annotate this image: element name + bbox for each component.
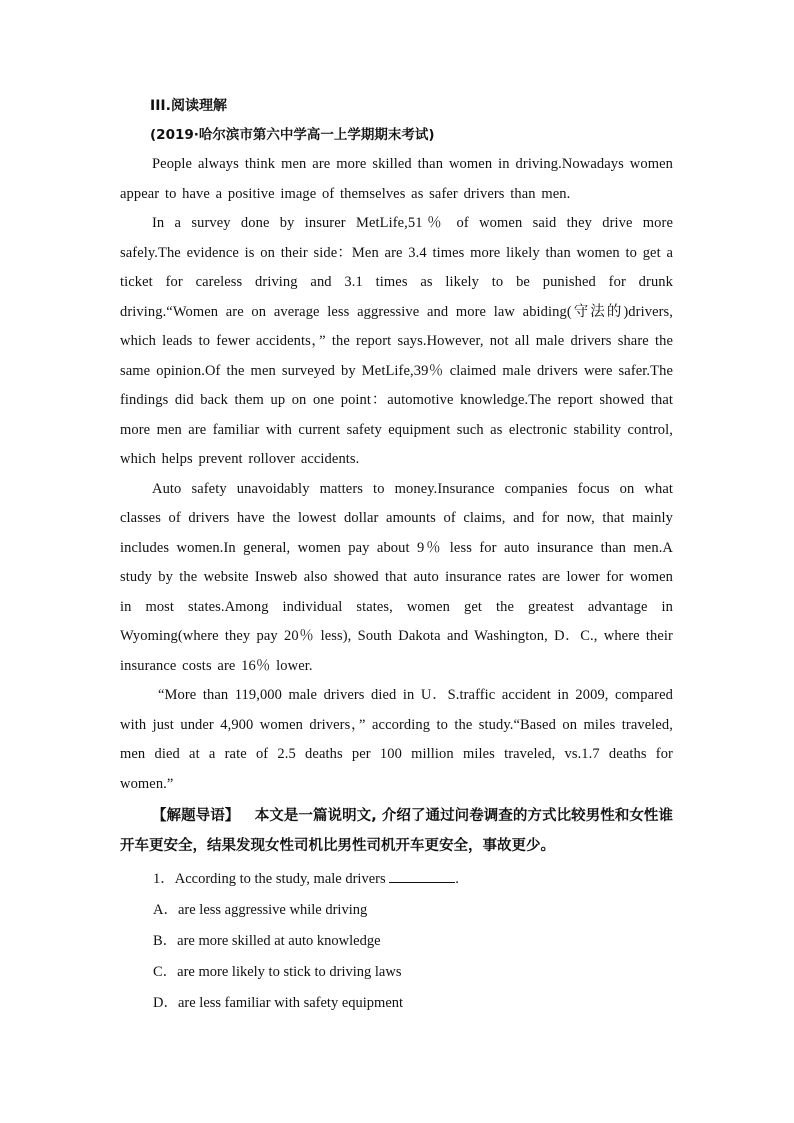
guide-label: 【解题导语】 <box>152 808 240 824</box>
passage-paragraph-1: People always think men are more skilled than women in driving.Nowadays women appear to have a positive image of themselves as safer drivers than men. <box>120 156 673 202</box>
passage-paragraph-3: Auto safety unavoidably matters to money.Insurance companies focus on what classes of drivers have the lowest dollar amounts of claims, and for now, that mainly includes women.In general, women pay about 9％ less for auto insurance than men.A study by the website Insweb also showed that auto insurance rates are lower for women in most states.Among individual states, women get the greatest advantage in Wyoming(where they pay 20％ less), South Dakota and Washington, D．C., where their insurance costs are 16％ lower. <box>120 480 673 674</box>
passage-paragraph-4: “More than 119,000 male drivers died in U．S.traffic accident in 2009, compared with just under 4,900 women drivers，” according to the study.“Based on miles traveled, men died at a rate of 2.5 deaths per 100 million miles traveled, vs.1.7 deaths for women.” <box>120 687 673 792</box>
question-stem-text: 1．According to the study, male drivers <box>153 871 390 887</box>
reading-guide <box>120 801 673 861</box>
guide-text: 本文是一篇说明文, 介绍了通过问卷调查的方式比较男性和女性谁开车更安全，结果发现女性司机比男性司机开车更安全，事故更少。 <box>120 808 673 854</box>
option-c[interactable]: C．are more likely to stick to driving laws <box>153 964 402 980</box>
option-d[interactable]: D．are less familiar with safety equipment <box>153 995 404 1011</box>
passage-paragraph-2: In a survey done by insurer MetLife,51％ of women said they drive more safely.The evidence is on their side：Men are 3.4 times more likely than women to get a ticket for careless driving and 3.1 times as likely to be punished for drunk driving.“Women are on average less aggressive and more law abiding(守法的)drivers, which leads to fewer accidents，” the report says.However, not all male drivers share the same opinion.Of the men surveyed by MetLife,39％ claimed male drivers were safer.The findings did back them up on one point：automotive knowledge.The report showed that more men are familiar with current safety equipment such as electronic stability control, which helps prevent rollover accidents. <box>120 215 673 467</box>
source-citation <box>120 121 673 150</box>
section-title: III.阅读理解 <box>150 98 227 114</box>
answer-blank[interactable] <box>389 868 455 883</box>
document-page <box>120 92 673 1019</box>
option-a[interactable]: A．are less aggressive while driving <box>153 902 368 918</box>
source-text: (2019·哈尔滨市第六中学高一上学期期末考试) <box>150 127 435 143</box>
question-stem <box>120 864 673 895</box>
question-stem-end: . <box>455 871 459 887</box>
option-b[interactable]: B．are more skilled at auto knowledge <box>153 933 381 949</box>
